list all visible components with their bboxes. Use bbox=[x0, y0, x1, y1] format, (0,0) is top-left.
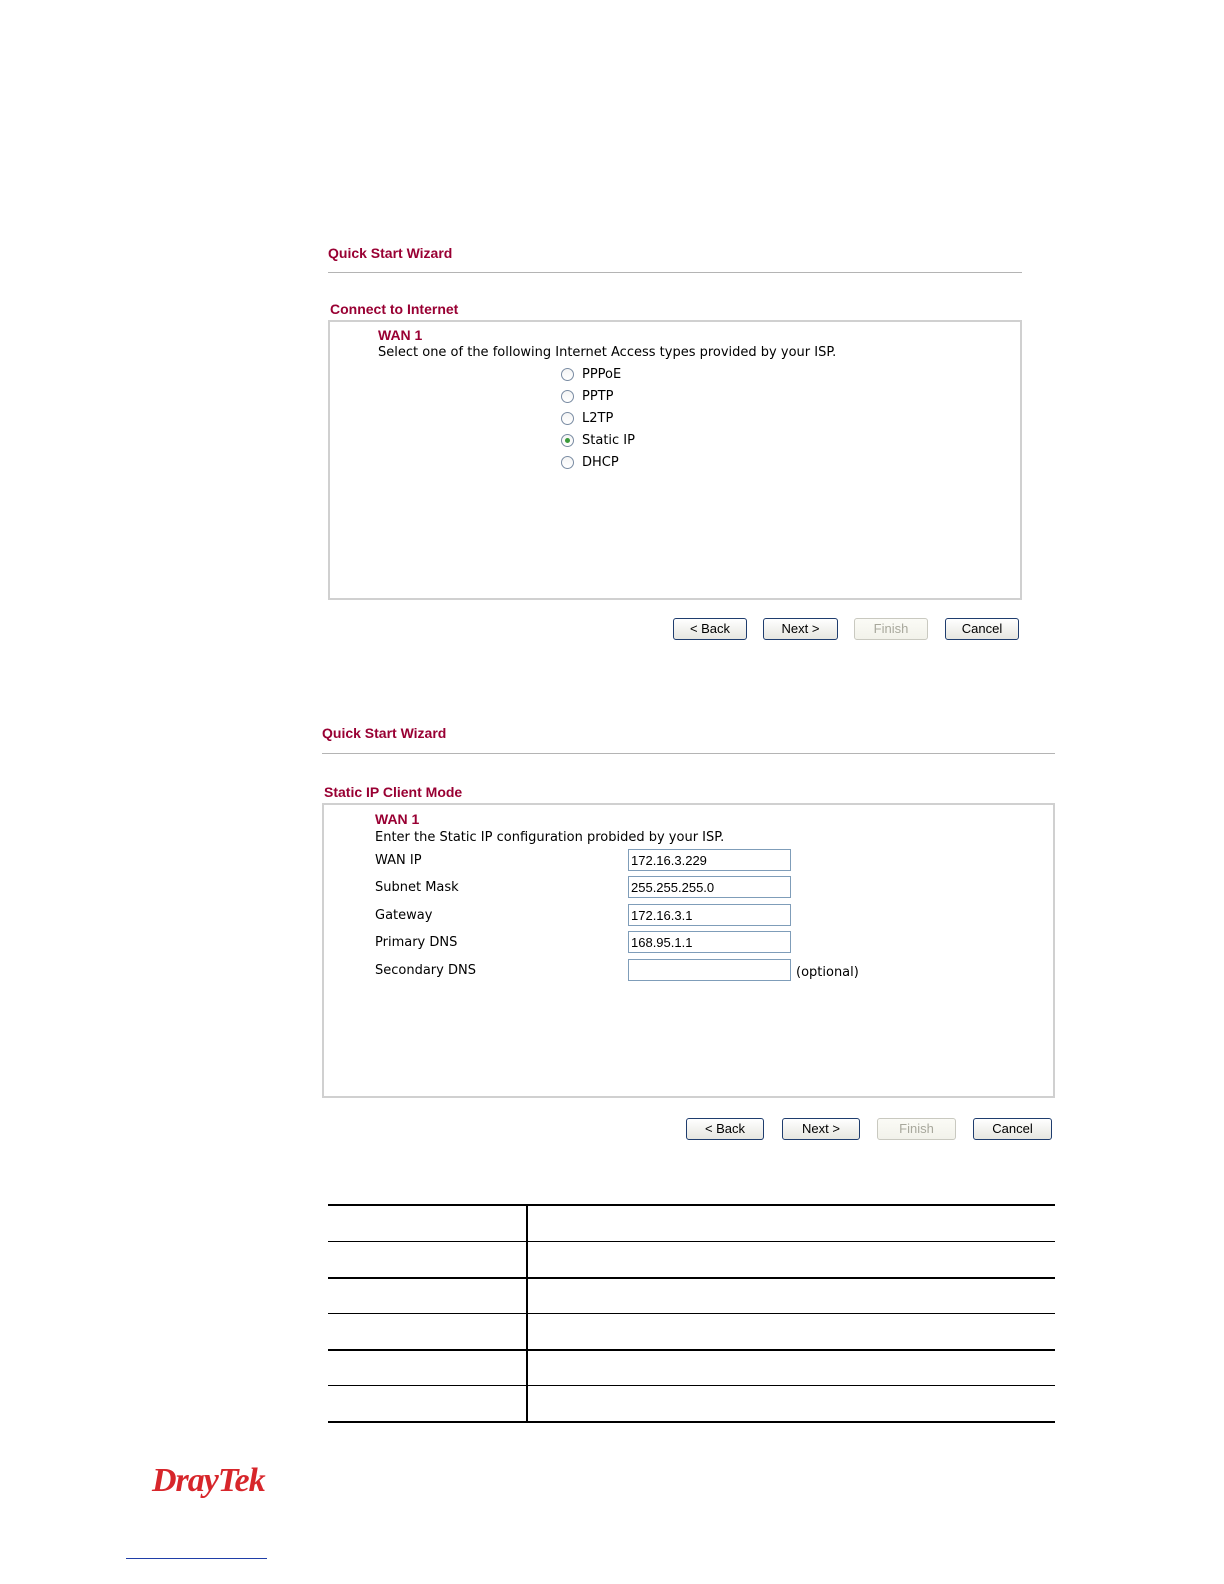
table-top-border bbox=[328, 1204, 1055, 1206]
wizard1-divider bbox=[328, 272, 1022, 273]
footer-link-underline bbox=[126, 1558, 267, 1559]
gateway-input[interactable] bbox=[628, 904, 791, 926]
table-row-divider bbox=[328, 1313, 1055, 1314]
radio-pppoe-label: PPPoE bbox=[582, 366, 622, 382]
wizard2-next-button[interactable]: Next > bbox=[782, 1118, 860, 1140]
wizard2-panel bbox=[322, 803, 1055, 1098]
wizard1-title: Quick Start Wizard bbox=[328, 245, 453, 261]
table-row-divider bbox=[328, 1241, 1055, 1242]
wizard1-wan-label: WAN 1 bbox=[378, 327, 423, 343]
radio-pptp-circle[interactable] bbox=[561, 390, 574, 403]
wizard2-back-button[interactable]: < Back bbox=[686, 1118, 764, 1140]
radio-dhcp[interactable] bbox=[561, 453, 619, 471]
radio-pppoe[interactable] bbox=[561, 365, 621, 383]
table-row-divider bbox=[328, 1385, 1055, 1386]
primary-dns-label: Primary DNS bbox=[375, 935, 458, 950]
wizard2-instruction: Enter the Static IP configuration probided by your ISP. bbox=[375, 830, 725, 845]
wizard2-wan-label: WAN 1 bbox=[375, 811, 420, 827]
wizard1-panel bbox=[328, 320, 1022, 600]
radio-l2tp-label: L2TP bbox=[582, 410, 614, 426]
wizard2-section-title: Static IP Client Mode bbox=[324, 784, 463, 800]
radio-static-ip-circle[interactable] bbox=[561, 434, 574, 447]
radio-static-ip-label: Static IP bbox=[582, 432, 635, 448]
wizard2-cancel-button[interactable]: Cancel bbox=[973, 1118, 1052, 1140]
secondary-dns-input[interactable] bbox=[628, 959, 791, 981]
radio-static-ip[interactable] bbox=[561, 431, 635, 449]
radio-pptp[interactable] bbox=[561, 387, 613, 405]
wizard1-next-button[interactable]: Next > bbox=[763, 618, 838, 640]
wizard1-instruction: Select one of the following Internet Access types provided by your ISP. bbox=[378, 345, 837, 360]
wizard2-finish-button[interactable]: Finish bbox=[877, 1118, 956, 1140]
radio-pppoe-circle[interactable] bbox=[561, 368, 574, 381]
table-row-divider bbox=[328, 1349, 1055, 1351]
wizard2-divider bbox=[322, 753, 1055, 754]
secondary-dns-label: Secondary DNS bbox=[375, 963, 476, 978]
table-row-divider bbox=[328, 1277, 1055, 1279]
radio-pptp-label: PPTP bbox=[582, 388, 614, 404]
radio-l2tp-circle[interactable] bbox=[561, 412, 574, 425]
radio-dhcp-circle[interactable] bbox=[561, 456, 574, 469]
subnet-mask-input[interactable] bbox=[628, 876, 791, 898]
gateway-label: Gateway bbox=[375, 908, 433, 923]
radio-l2tp[interactable] bbox=[561, 409, 613, 427]
optional-note: (optional) bbox=[796, 965, 859, 980]
table-bottom-border bbox=[328, 1421, 1055, 1423]
table-column-divider bbox=[526, 1204, 528, 1423]
wizard2-title: Quick Start Wizard bbox=[322, 725, 447, 741]
wan-ip-label: WAN IP bbox=[375, 853, 422, 868]
wizard1-section-title: Connect to Internet bbox=[330, 301, 459, 317]
wizard1-cancel-button[interactable]: Cancel bbox=[945, 618, 1019, 640]
wizard1-finish-button[interactable]: Finish bbox=[854, 618, 928, 640]
primary-dns-input[interactable] bbox=[628, 931, 791, 953]
draytek-logo: DrayTek bbox=[152, 1462, 265, 1499]
wan-ip-input[interactable] bbox=[628, 849, 791, 871]
wizard1-back-button[interactable]: < Back bbox=[673, 618, 747, 640]
subnet-mask-label: Subnet Mask bbox=[375, 880, 459, 895]
radio-dhcp-label: DHCP bbox=[582, 454, 619, 470]
